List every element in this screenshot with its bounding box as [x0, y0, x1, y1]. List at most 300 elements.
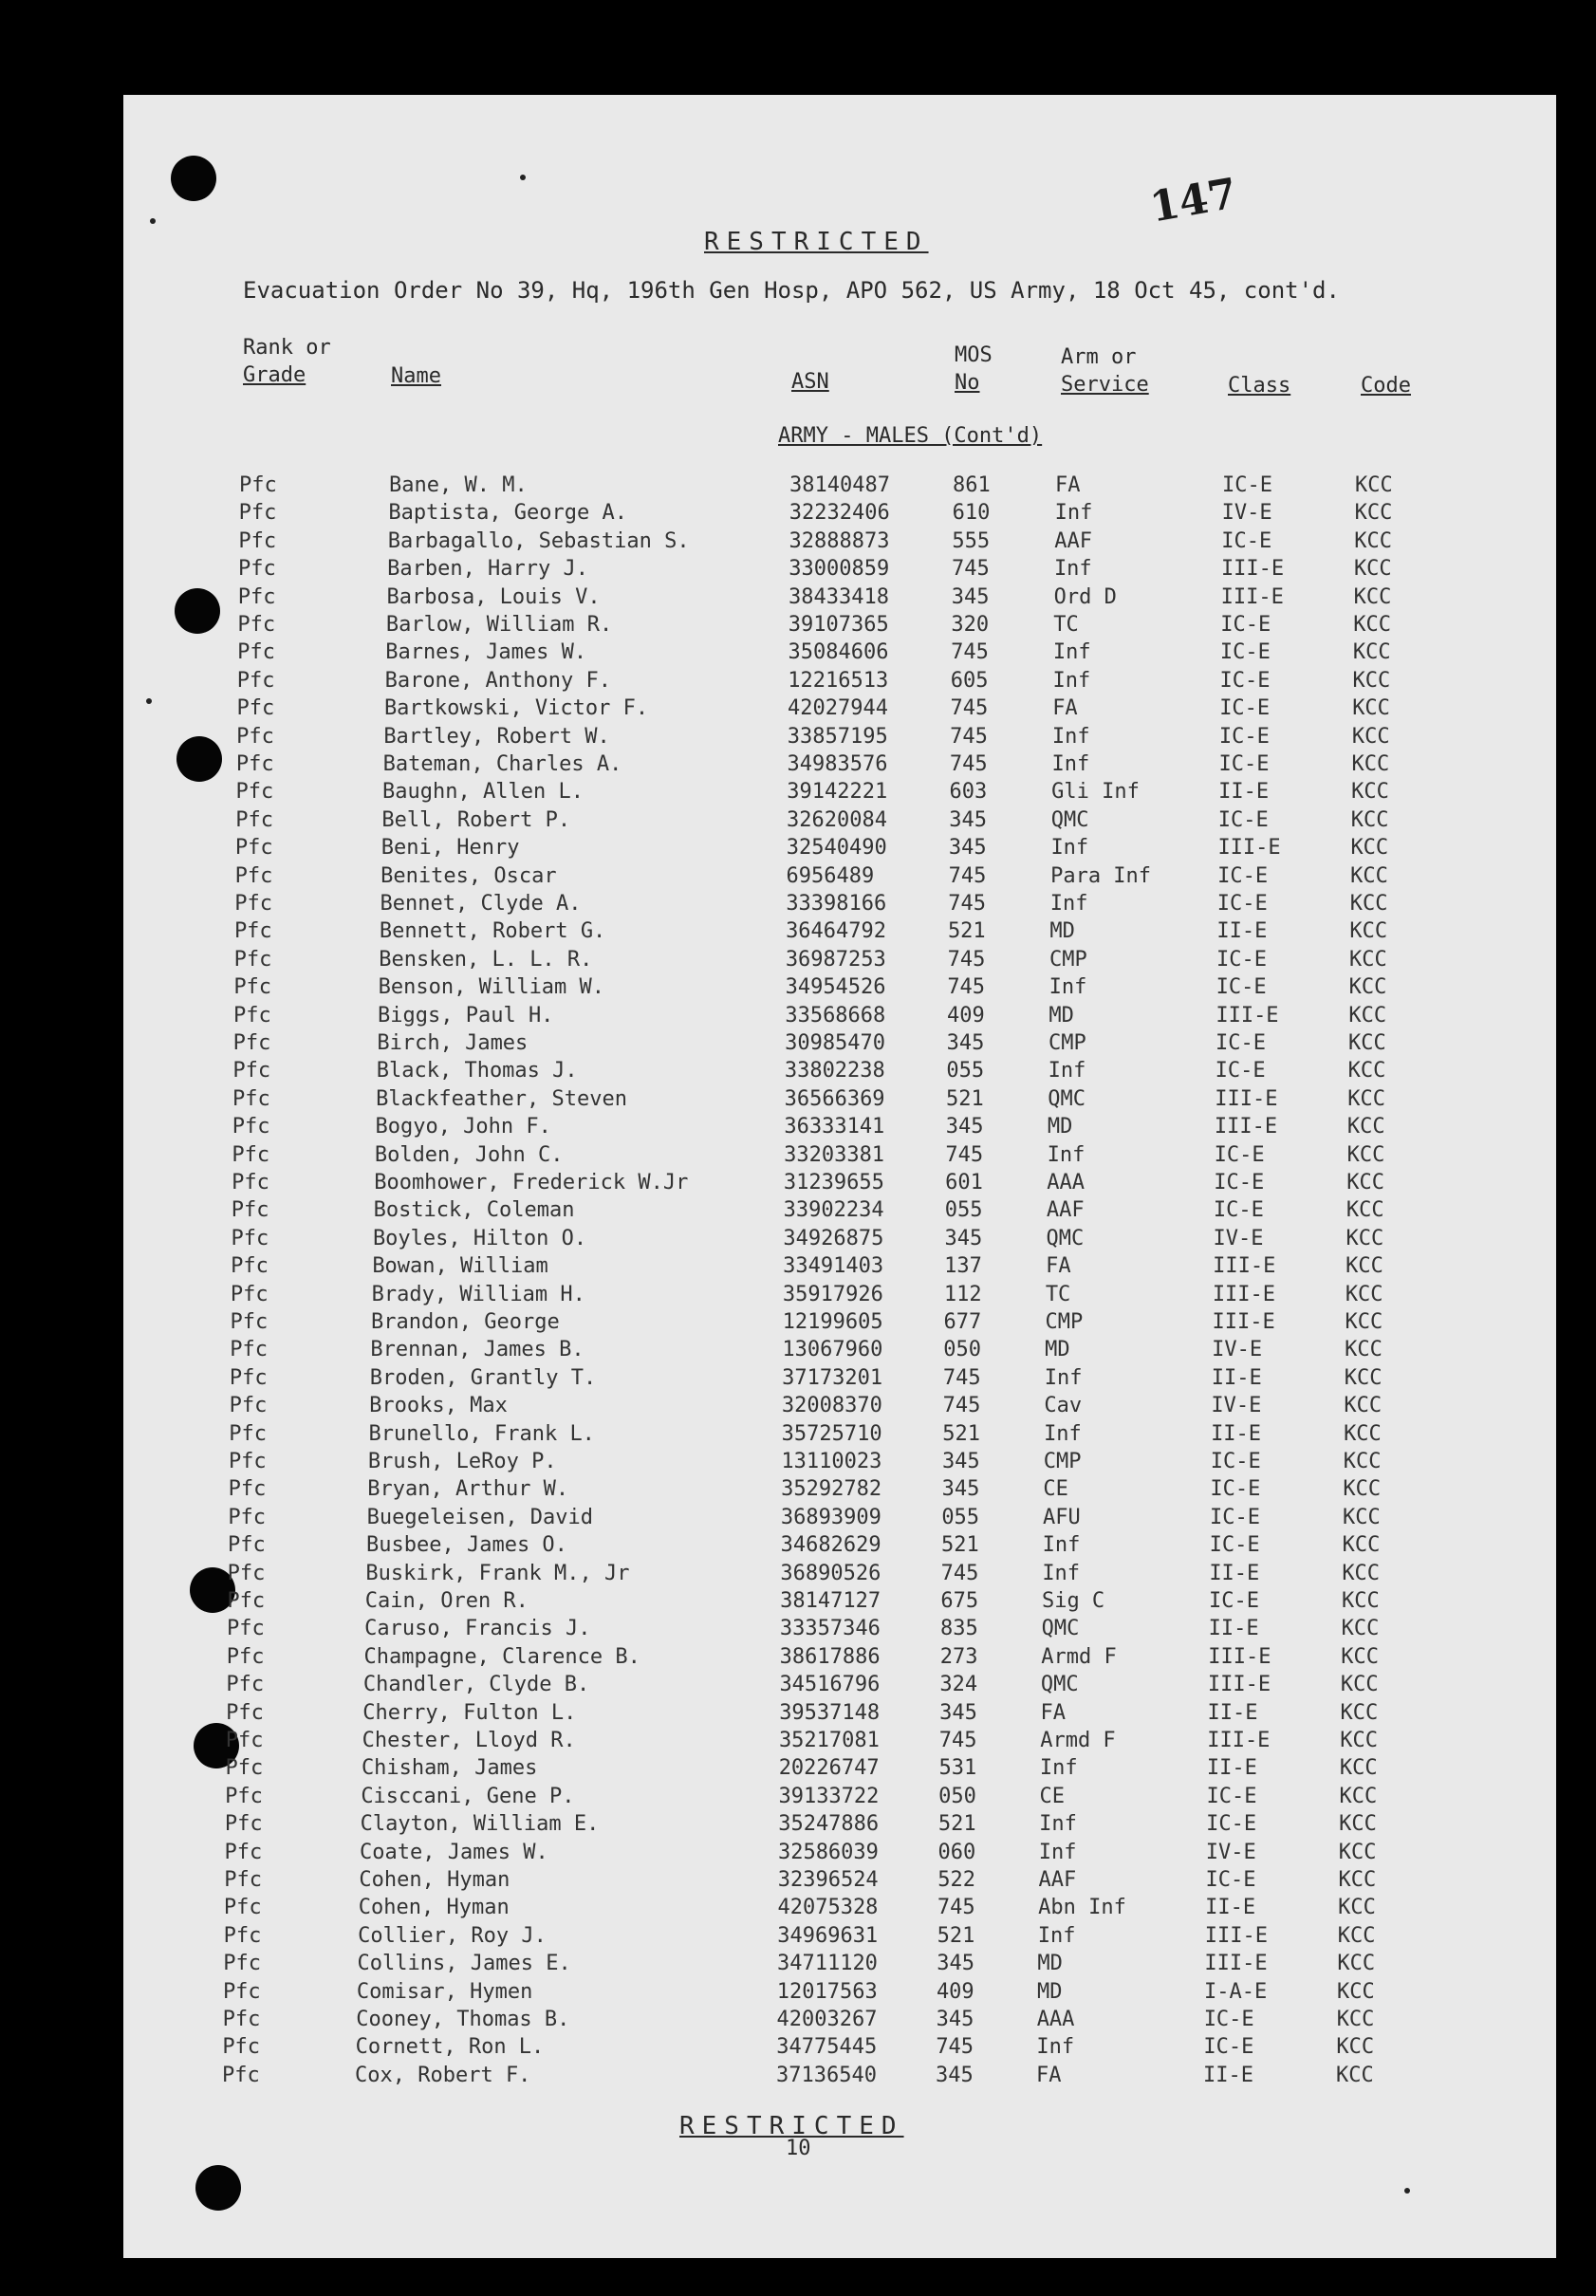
cell-name: Chisham, James	[361, 1756, 538, 1781]
cell-rank: Pfc	[232, 1142, 270, 1167]
cell-arm: Inf	[1038, 1840, 1077, 1864]
cell-class: III-E	[1220, 584, 1284, 609]
table-row	[0, 1364, 1596, 1392]
cell-rank: Pfc	[232, 1031, 271, 1055]
cell-name: Cisccani, Gene P.	[361, 1784, 575, 1808]
cell-rank: Pfc	[235, 807, 273, 832]
cell-name: Collier, Roy J.	[358, 1923, 547, 1948]
cell-name: Clayton, William E.	[360, 1812, 600, 1837]
cell-name: Barlow, William R.	[385, 613, 613, 637]
cell-name: Barbosa, Louis V.	[386, 584, 601, 609]
cell-class: III-E	[1207, 1673, 1271, 1697]
table-row	[0, 1420, 1596, 1448]
cell-mos: 137	[944, 1254, 982, 1279]
cell-class: IC-E	[1218, 724, 1270, 749]
cell-mos: 345	[948, 836, 987, 861]
cell-code: KCC	[1338, 1896, 1376, 1920]
cell-name: Brunello, Frank L.	[368, 1421, 595, 1446]
cell-arm: Inf	[1042, 1561, 1081, 1585]
cell-class: IC-E	[1213, 1198, 1264, 1223]
table-row	[0, 639, 1596, 666]
cell-code: KCC	[1342, 1533, 1381, 1558]
cell-rank: Pfc	[231, 1226, 269, 1250]
cell-mos: 521	[937, 1923, 975, 1948]
cell-code: KCC	[1337, 1979, 1375, 2004]
cell-rank: Pfc	[231, 1254, 269, 1279]
cell-name: Blackfeather, Steven	[376, 1086, 627, 1111]
cell-name: Cox, Robert F.	[355, 2063, 531, 2087]
cell-code: KCC	[1340, 1700, 1379, 1725]
cell-asn: 36893909	[780, 1505, 882, 1529]
header-rank	[243, 334, 331, 389]
cell-mos: 050	[938, 1784, 976, 1808]
cell-mos: 055	[944, 1198, 983, 1223]
cell-name: Champagne, Clarence B.	[363, 1644, 640, 1669]
cell-rank: Pfc	[232, 1171, 269, 1194]
scan-speck	[1404, 2188, 1410, 2194]
cell-rank: Pfc	[236, 668, 275, 693]
cell-class: IC-E	[1219, 668, 1271, 693]
cell-rank: Pfc	[231, 1198, 269, 1223]
cell-name: Buskirk, Frank M., Jr	[365, 1561, 630, 1585]
table-row	[0, 555, 1596, 583]
cell-asn: 32620084	[787, 807, 888, 832]
cell-asn: 42003267	[776, 2008, 878, 2031]
cell-arm: Inf	[1044, 1421, 1082, 1446]
cell-arm: Inf	[1052, 640, 1091, 665]
table-row	[0, 1392, 1596, 1419]
table-row	[0, 1643, 1596, 1671]
cell-code: KCC	[1351, 724, 1390, 749]
cell-name: Biggs, Paul H.	[378, 1003, 554, 1028]
cell-arm: FA	[1055, 473, 1081, 497]
cell-arm: TC	[1045, 1282, 1071, 1306]
cell-arm: Abn Inf	[1038, 1896, 1126, 1920]
header-name: Name	[391, 364, 441, 388]
cell-name: Benites, Oscar	[380, 863, 557, 888]
cell-mos: 409	[936, 1979, 974, 2004]
cell-name: Barbagallo, Sebastian S.	[387, 528, 690, 553]
cell-class: IC-E	[1219, 640, 1271, 665]
cell-name: Bateman, Charles A.	[382, 752, 622, 776]
cell-asn: 34516796	[779, 1673, 881, 1697]
table-row	[0, 2062, 1596, 2089]
table-row	[0, 1754, 1596, 1782]
cell-arm: MD	[1049, 919, 1075, 944]
cell-code: KCC	[1344, 1421, 1382, 1446]
cell-name: Bartkowski, Victor F.	[383, 696, 649, 721]
cell-arm: QMC	[1040, 1673, 1079, 1697]
cell-code: KCC	[1348, 1003, 1387, 1028]
cell-asn: 33398166	[786, 892, 887, 916]
order-line: Evacuation Order No 39, Hq, 196th Gen Hosp, APO 562, US Army, 18 Oct 45, cont'd.	[243, 277, 1340, 304]
cell-asn: 33902234	[783, 1198, 884, 1223]
cell-name: Birch, James	[377, 1031, 529, 1055]
cell-rank: Pfc	[227, 1589, 266, 1613]
cell-asn: 32540490	[786, 836, 887, 861]
cell-rank: Pfc	[234, 892, 272, 916]
cell-class: II-E	[1211, 1421, 1262, 1446]
cell-mos: 273	[939, 1644, 978, 1669]
cell-rank: Pfc	[232, 1059, 271, 1083]
cell-mos: 605	[950, 668, 989, 693]
cell-asn: 38140487	[789, 473, 890, 497]
cell-class: I-A-E	[1204, 1979, 1268, 2004]
cell-asn: 34969631	[777, 1923, 879, 1948]
cell-rank: Pfc	[223, 1952, 261, 1976]
table-row	[0, 1950, 1596, 1977]
cell-mos: 555	[952, 528, 991, 553]
cell-asn: 35084606	[788, 640, 889, 665]
cell-rank: Pfc	[222, 2063, 260, 2087]
cell-asn: 39142221	[787, 780, 888, 805]
cell-rank: Pfc	[238, 501, 277, 526]
cell-name: Brady, William H.	[371, 1282, 585, 1306]
cell-rank: Pfc	[234, 863, 273, 888]
cell-code: KCC	[1338, 1868, 1377, 1892]
cell-code: KCC	[1345, 1198, 1384, 1223]
cell-asn: 35217081	[778, 1729, 880, 1752]
cell-code: KCC	[1340, 1673, 1379, 1697]
cell-code: KCC	[1345, 1254, 1383, 1279]
cell-arm: CE	[1039, 1784, 1065, 1808]
cell-class: III-E	[1204, 1952, 1268, 1976]
cell-class: II-E	[1208, 1617, 1259, 1641]
cell-rank: Pfc	[238, 557, 276, 582]
cell-asn: 39133722	[778, 1784, 880, 1808]
cell-asn: 12216513	[788, 668, 889, 693]
table-row	[0, 862, 1596, 890]
cell-asn: 34983576	[787, 752, 888, 776]
cell-mos: 745	[952, 557, 990, 582]
table-row	[0, 834, 1596, 861]
cell-code: KCC	[1349, 919, 1388, 944]
cell-arm: FA	[1052, 696, 1078, 721]
cell-asn: 30985470	[785, 1031, 886, 1055]
cell-asn: 33568668	[785, 1003, 886, 1028]
cell-class: III-E	[1215, 1086, 1278, 1111]
cell-name: Cooney, Thomas B.	[356, 2008, 570, 2031]
header-mos-line1: MOS	[955, 343, 993, 367]
cell-name: Barone, Anthony F.	[384, 668, 611, 693]
cell-name: Brandon, George	[371, 1310, 560, 1334]
cell-mos: 522	[937, 1868, 975, 1892]
cell-code: KCC	[1346, 1142, 1385, 1167]
cell-name: Barnes, James W.	[385, 640, 587, 665]
table-row	[0, 1281, 1596, 1308]
cell-code: KCC	[1352, 640, 1391, 665]
cell-class: III-E	[1213, 1254, 1276, 1279]
cell-name: Baptista, George A.	[388, 501, 628, 526]
cell-asn: 38433418	[789, 584, 889, 609]
cell-name: Bensken, L. L. R.	[379, 947, 593, 972]
cell-rank: Pfc	[224, 1840, 263, 1864]
cell-asn: 20226747	[778, 1756, 880, 1781]
table-row	[0, 1057, 1596, 1084]
table-row	[0, 973, 1596, 1001]
cell-arm: Inf	[1047, 1142, 1086, 1167]
cell-class: IC-E	[1210, 1505, 1260, 1529]
cell-asn: 33491403	[783, 1254, 884, 1279]
table-row	[0, 723, 1596, 750]
table-row	[0, 611, 1596, 639]
table-row	[0, 1839, 1596, 1866]
cell-arm: QMC	[1048, 1086, 1086, 1111]
cell-code: KCC	[1347, 1031, 1386, 1055]
cell-rank: Pfc	[222, 2035, 261, 2060]
cell-rank: Pfc	[233, 947, 272, 972]
cell-asn: 35247886	[778, 1812, 880, 1837]
cell-code: KCC	[1343, 1477, 1382, 1502]
cell-asn: 33357346	[779, 1617, 881, 1641]
cell-name: Beni, Henry	[380, 836, 520, 861]
cell-code: KCC	[1341, 1589, 1380, 1613]
cell-arm: Inf	[1039, 1756, 1078, 1781]
cell-code: KCC	[1350, 863, 1388, 888]
cell-code: KCC	[1351, 752, 1390, 776]
table-row	[0, 499, 1596, 527]
cell-mos: 745	[947, 975, 986, 1000]
cell-class: IC-E	[1217, 863, 1269, 888]
scan-speck	[150, 218, 156, 224]
cell-name: Brennan, James B.	[370, 1338, 585, 1362]
table-row	[0, 1671, 1596, 1698]
cell-code: KCC	[1336, 2035, 1375, 2060]
cell-mos: 745	[950, 724, 988, 749]
cell-rank: Pfc	[222, 1979, 261, 2004]
cell-rank: Pfc	[225, 1784, 263, 1808]
cell-mos: 531	[938, 1756, 977, 1781]
cell-arm: QMC	[1050, 807, 1089, 832]
cell-name: Busbee, James O.	[366, 1533, 567, 1558]
cell-class: IC-E	[1217, 807, 1269, 832]
cell-class: IC-E	[1214, 1171, 1265, 1194]
cell-rank: Pfc	[227, 1561, 266, 1585]
cell-name: Bane, W. M.	[389, 473, 528, 497]
header-arm	[1061, 343, 1149, 398]
cell-arm: AAA	[1036, 2008, 1075, 2031]
cell-rank: Pfc	[225, 1729, 264, 1752]
cell-code: KCC	[1350, 807, 1389, 832]
cell-arm: MD	[1045, 1338, 1070, 1362]
cell-arm: QMC	[1041, 1617, 1080, 1641]
cell-name: Bowan, William	[372, 1254, 548, 1279]
cell-class: II-E	[1209, 1561, 1260, 1585]
cell-mos: 745	[951, 640, 989, 665]
cell-class: IC-E	[1206, 1812, 1257, 1837]
header-mos-line2: No	[955, 371, 980, 395]
cell-rank: Pfc	[234, 836, 273, 861]
cell-rank: Pfc	[225, 1756, 264, 1781]
cell-arm: Armd F	[1040, 1729, 1116, 1752]
table-row	[0, 1225, 1596, 1252]
cell-code: KCC	[1337, 1923, 1376, 1948]
table-row	[0, 528, 1596, 555]
cell-asn: 36890526	[780, 1561, 882, 1585]
cell-class: III-E	[1204, 1923, 1268, 1948]
cell-class: IC-E	[1221, 528, 1272, 553]
cell-mos: 345	[944, 1226, 983, 1250]
table-row	[0, 1615, 1596, 1642]
cell-name: Black, Thomas J.	[376, 1059, 578, 1083]
cell-arm: CMP	[1048, 1031, 1086, 1055]
cell-name: Broden, Grantly T.	[369, 1365, 597, 1390]
cell-rank: Pfc	[223, 1923, 262, 1948]
cell-code: KCC	[1350, 836, 1389, 861]
cell-asn: 38147127	[780, 1589, 882, 1613]
cell-mos: 345	[945, 1115, 984, 1139]
cell-rank: Pfc	[228, 1450, 267, 1473]
table-row	[0, 1169, 1596, 1196]
cell-mos: 324	[939, 1673, 978, 1697]
cell-mos: 603	[949, 780, 988, 805]
cell-asn: 36566369	[784, 1086, 885, 1111]
cell-arm: Inf	[1049, 892, 1088, 916]
section-title: ARMY - MALES (Cont'd)	[778, 424, 1043, 448]
header-arm-line2: Service	[1061, 373, 1149, 397]
cell-class: IC-E	[1210, 1450, 1261, 1473]
restricted-footer: RESTRICTED	[679, 2112, 904, 2140]
cell-mos: 745	[948, 892, 986, 916]
cell-name: Bennet, Clyde A.	[380, 892, 582, 916]
cell-asn: 13067960	[782, 1338, 883, 1362]
cell-mos: 521	[942, 1421, 980, 1446]
cell-name: Brooks, Max	[369, 1394, 508, 1418]
cell-name: Coate, James W.	[360, 1840, 548, 1864]
page-number: 147	[1146, 169, 1241, 232]
cell-asn: 35917926	[782, 1282, 883, 1306]
cell-rank: Pfc	[230, 1338, 268, 1362]
cell-asn: 32888873	[789, 528, 890, 553]
cell-arm: Armd F	[1041, 1644, 1117, 1669]
cell-name: Bolden, John C.	[374, 1142, 564, 1167]
cell-asn: 34954526	[785, 975, 886, 1000]
cell-mos: 745	[937, 1896, 975, 1920]
cell-mos: 345	[951, 584, 990, 609]
cell-arm: Inf	[1042, 1533, 1081, 1558]
table-row	[0, 2033, 1596, 2061]
table-row	[0, 1141, 1596, 1169]
header-class: Class	[1228, 374, 1291, 398]
cell-class: IC-E	[1222, 473, 1272, 497]
cell-arm: Para Inf	[1050, 863, 1152, 888]
cell-arm: MD	[1037, 1979, 1063, 2004]
cell-code: KCC	[1339, 1784, 1378, 1808]
cell-code: KCC	[1341, 1617, 1380, 1641]
table-row	[0, 1531, 1596, 1559]
cell-name: Bryan, Arthur W.	[367, 1477, 569, 1502]
cell-mos: 345	[949, 807, 987, 832]
cell-class: IC-E	[1209, 1533, 1260, 1558]
cell-class: II-E	[1211, 1365, 1262, 1390]
cell-code: KCC	[1347, 1059, 1386, 1083]
cell-asn: 37136540	[776, 2063, 877, 2087]
cell-name: Baughn, Allen L.	[382, 780, 584, 805]
cell-class: IV-E	[1213, 1226, 1264, 1250]
cell-rank: Pfc	[229, 1421, 267, 1446]
cell-rank: Pfc	[239, 473, 277, 497]
cell-class: III-E	[1208, 1644, 1271, 1669]
cell-arm: Inf	[1036, 2035, 1075, 2060]
cell-mos: 675	[940, 1589, 979, 1613]
cell-name: Cohen, Hyman	[358, 1896, 510, 1920]
cell-name: Boomhower, Frederick W.Jr	[374, 1171, 689, 1194]
cell-rank: Pfc	[232, 1086, 270, 1111]
cell-code: KCC	[1338, 1840, 1377, 1864]
cell-mos: 861	[953, 473, 991, 497]
cell-class: II-E	[1207, 1700, 1258, 1725]
cell-mos: 409	[947, 1003, 985, 1028]
cell-rank: Pfc	[237, 640, 275, 665]
cell-asn: 35292782	[781, 1477, 882, 1502]
cell-name: Cohen, Hyman	[359, 1868, 510, 1892]
cell-class: IC-E	[1203, 2008, 1254, 2031]
cell-code: KCC	[1353, 584, 1392, 609]
cell-arm: MD	[1037, 1952, 1063, 1976]
cell-code: KCC	[1344, 1394, 1383, 1418]
cell-name: Cherry, Fulton L.	[362, 1700, 577, 1725]
cell-rank: Pfc	[237, 584, 276, 609]
cell-code: KCC	[1346, 1115, 1385, 1139]
cell-asn: 34682629	[780, 1533, 882, 1558]
cell-code: KCC	[1354, 501, 1393, 526]
cell-mos: 112	[943, 1282, 982, 1306]
cell-class: IC-E	[1219, 696, 1271, 721]
cell-mos: 345	[936, 2008, 974, 2031]
cell-class: II-E	[1216, 919, 1268, 944]
table-row	[0, 1894, 1596, 1921]
footer-page-number: 10	[786, 2137, 811, 2160]
cell-asn: 33802238	[784, 1059, 885, 1083]
cell-code: KCC	[1353, 613, 1391, 637]
cell-arm: AFU	[1043, 1505, 1081, 1529]
cell-code: KCC	[1349, 892, 1388, 916]
cell-class: IC-E	[1205, 1868, 1256, 1892]
cell-code: KCC	[1351, 780, 1389, 805]
cell-arm: FA	[1040, 1700, 1067, 1725]
cell-arm: Inf	[1048, 1059, 1086, 1083]
cell-asn: 42027944	[788, 696, 888, 721]
cell-name: Collins, James E.	[357, 1952, 571, 1976]
cell-mos: 745	[938, 1729, 977, 1752]
cell-mos: 345	[937, 1952, 974, 1976]
cell-mos: 745	[942, 1365, 981, 1390]
cell-rank: Pfc	[233, 1003, 271, 1028]
table-row	[0, 1560, 1596, 1587]
cell-class: IC-E	[1215, 1031, 1266, 1055]
header-code: Code	[1361, 374, 1411, 398]
cell-rank: Pfc	[236, 696, 275, 721]
cell-asn: 12199605	[782, 1310, 883, 1334]
cell-code: KCC	[1352, 668, 1391, 693]
cell-mos: 745	[947, 947, 986, 972]
punch-hole	[171, 156, 216, 201]
cell-name: Caruso, Francis J.	[364, 1617, 591, 1641]
table-row	[0, 1002, 1596, 1029]
cell-code: KCC	[1336, 2063, 1374, 2087]
restricted-header: RESTRICTED	[704, 228, 929, 256]
cell-arm: Inf	[1039, 1812, 1077, 1837]
cell-name: Bogyo, John F.	[375, 1115, 551, 1139]
cell-name: Barben, Harry J.	[387, 557, 589, 582]
cell-class: II-E	[1218, 780, 1270, 805]
cell-class: IV-E	[1205, 1840, 1256, 1864]
cell-asn: 32586039	[777, 1840, 879, 1864]
cell-mos: 060	[937, 1840, 976, 1864]
cell-code: KCC	[1348, 975, 1387, 1000]
cell-name: Boyles, Hilton O.	[372, 1226, 587, 1250]
table-row	[0, 946, 1596, 973]
